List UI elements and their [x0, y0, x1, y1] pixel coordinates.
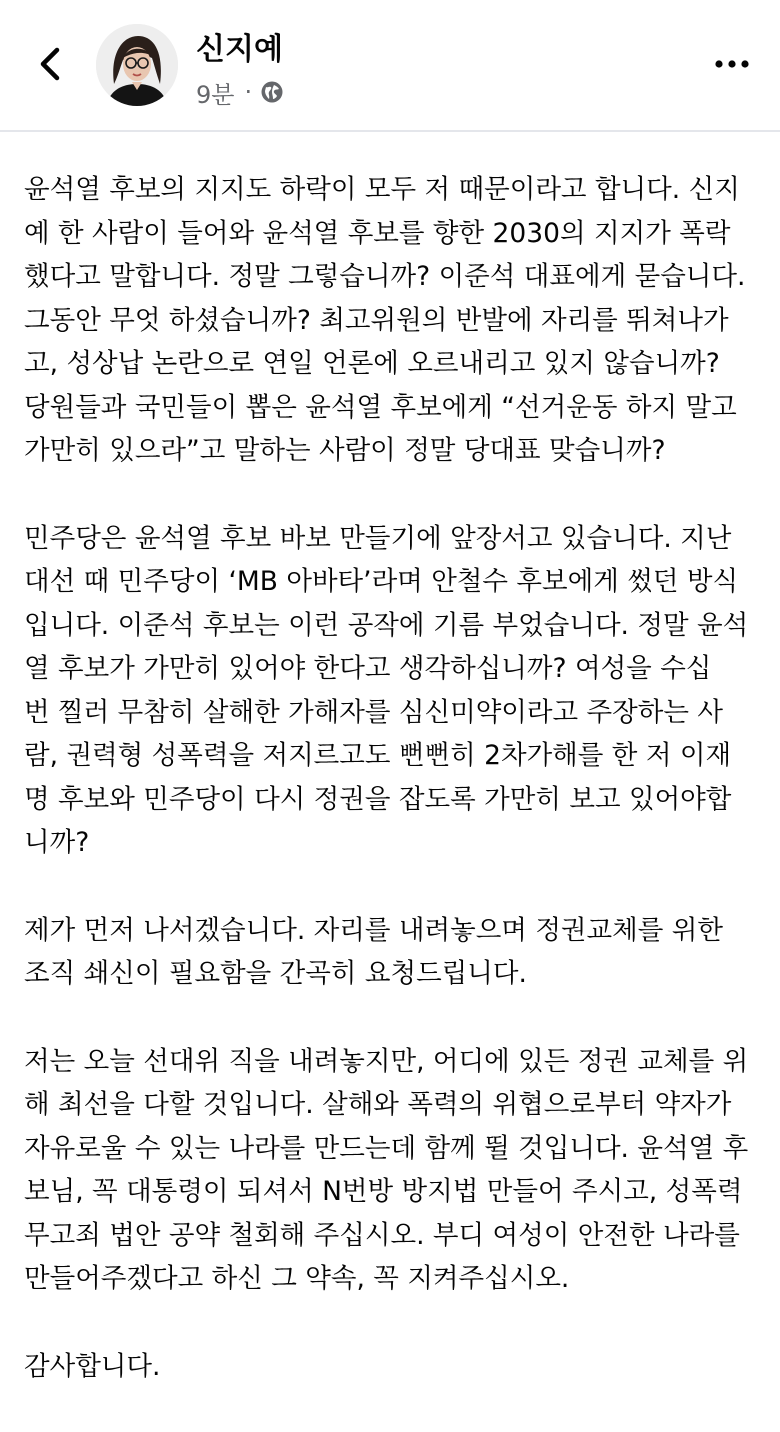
post-text-line: 해 최선을 다할 것입니다. 살해와 폭력의 위협으로부터 약자가: [24, 1089, 732, 1120]
more-options-button[interactable]: [714, 54, 750, 74]
profile-photo: [96, 24, 178, 106]
meta-separator: ·: [244, 78, 253, 106]
post-paragraph: [24, 168, 764, 473]
post-text-line: 윤석열 후보의 지지도 하락이 모두 저 때문이라고 합니다. 신지: [24, 174, 740, 205]
author-name[interactable]: 신지예: [196, 32, 283, 67]
globe-icon[interactable]: [260, 80, 284, 104]
post-paragraph: [24, 1345, 764, 1389]
avatar[interactable]: [96, 24, 178, 106]
post-text-line: 조직 쇄신이 필요함을 간곡히 요청드립니다.: [24, 958, 527, 989]
post-paragraph: [24, 1040, 764, 1301]
post-text-line: 제가 먼저 나서겠습니다. 자리를 내려놓으며 정권교체를 위한: [24, 914, 723, 946]
more-horizontal-icon: [714, 54, 750, 74]
post-text-line: 만들어주겠다고 하신 그 약속, 꼭 지켜주십시오.: [24, 1263, 570, 1294]
post-text-line: 자유로울 수 있는 나라를 만드는데 함께 뛸 것입니다. 윤석열 후: [24, 1132, 749, 1164]
post-text-line: 저는 오늘 선대위 직을 내려놓지만, 어디에 있든 정권 교체를 위: [24, 1045, 749, 1077]
back-button[interactable]: [30, 44, 70, 84]
post-text-line: 예 한 사람이 들어와 윤석열 후보를 향한 2030의 지지가 폭락: [24, 217, 731, 249]
post-text-line: 번 찔러 무참히 살해한 가해자를 심신미약이라고 주장하는 사: [24, 696, 723, 728]
post-text-line: 보님, 꼭 대통령이 되셔서 N번방 방지법 만들어 주시고, 성폭력: [24, 1176, 743, 1207]
post-paragraph: [24, 517, 764, 865]
post-paragraph: [24, 909, 764, 996]
post-text-line: 열 후보가 가만히 있어야 한다고 생각하십니까? 여성을 수십: [24, 653, 712, 684]
post-text-line: 무고죄 법안 공약 철회해 주십시오. 부디 여성이 안전한 나라를: [24, 1219, 740, 1251]
post-text-line: 했다고 말합니다. 정말 그렇습니까? 이준석 대표에게 묻습니다.: [24, 261, 746, 292]
post-text-line: 대선 때 민주당이 ‘MB 아바타’라며 안철수 후보에게 썼던 방식: [24, 566, 739, 597]
post-header: [0, 0, 780, 132]
post-text-line: 그동안 무엇 하셨습니까? 최고위원의 반발에 자리를 뛰쳐나가: [24, 304, 729, 336]
post-text-line: 가만히 있으라”고 말하는 사람이 정말 당대표 맞습니까?: [24, 435, 666, 466]
post-text-line: 고, 성상납 논란으로 연일 언론에 오르내리고 있지 않습니까?: [24, 348, 720, 379]
post-text-line: 감사합니다.: [24, 1350, 161, 1382]
post-text-line: 니까?: [24, 827, 90, 858]
post-time[interactable]: 9분: [196, 80, 235, 109]
post-text-line: 람, 권력형 성폭력을 저지르고도 뻔뻔히 2차가해를 한 저 이재: [24, 740, 732, 771]
post-body: [24, 168, 764, 1432]
post-text-line: 입니다. 이준석 후보는 이런 공작에 기름 부었습니다. 정말 윤석: [24, 609, 749, 641]
post-text-line: 민주당은 윤석열 후보 바보 만들기에 앞장서고 있습니다. 지난: [24, 522, 732, 554]
post-meta: [196, 76, 284, 108]
post-text-line: 당원들과 국민들이 뽑은 윤석열 후보에게 “선거운동 하지 말고: [24, 391, 737, 423]
chevron-left-icon: [30, 44, 70, 84]
post-text-line: 명 후보와 민주당이 다시 정권을 잡도록 가만히 보고 있어야합: [24, 783, 732, 815]
